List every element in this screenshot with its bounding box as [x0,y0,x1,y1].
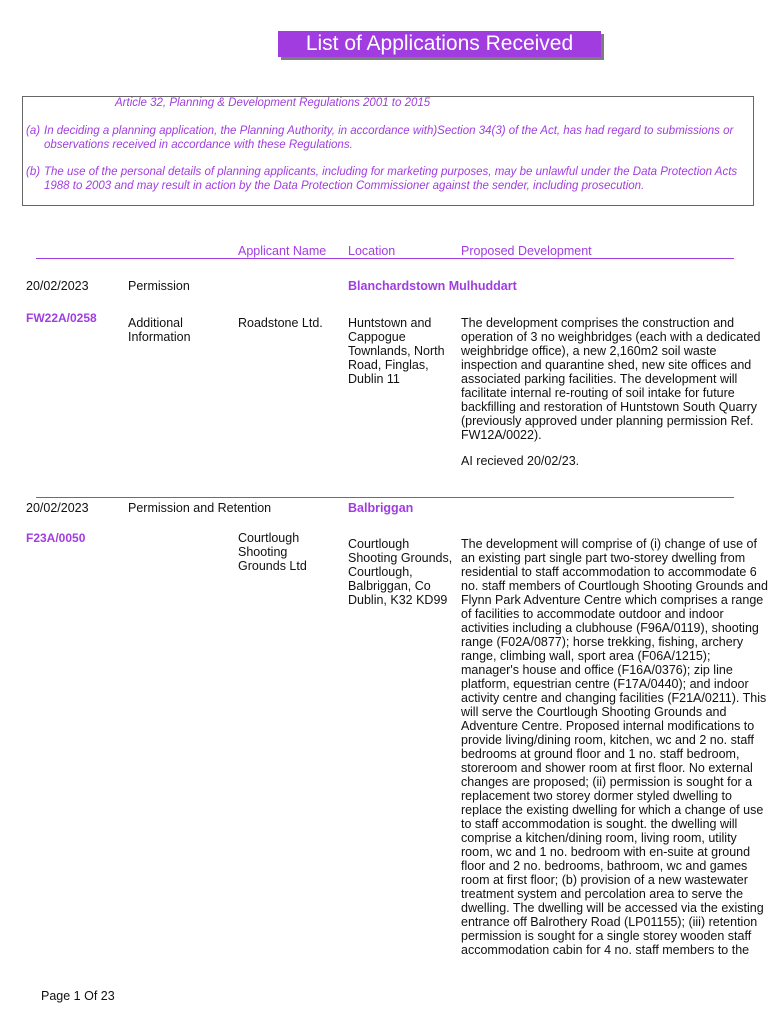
application-area: Balbriggan [348,501,414,515]
application-location: Huntstown and Cappogue Townlands, North Road, Finglas, Dublin 11 [348,316,445,386]
application-date: 20/02/2023 [26,279,89,293]
application-type: Permission and Retention [128,501,272,515]
column-header-development: Proposed Development [461,244,592,258]
notice-item-text: In deciding a planning application, the Planning Authority, in accordance with)Section 34(3) of the Act, has had regard to submissions or observations received in accordance with these Regulations. [44,125,734,151]
application-status: Additional Information [128,316,191,344]
notice-item-label: (b) [26,166,41,178]
column-header-applicant: Applicant Name [238,244,327,258]
notice-item-a [26,124,738,152]
application-development: The development will comprise of (i) change of use of an existing part single part two-storey dwelling from residential to staff accommodation to accommodate 6 no. staff members of Courtlough Shooting Grounds and Flynn Park Adventure Centre which comprises a range of facilities to accommodate outdoor and indoor activities including a clubhouse (F96A/0119), shooting range (F02A/0877); horse trekking, fishing, archery range, climbing wall, sport area (F06A/1215); manager's house and office (F16A/0376); zip line platform, equestrian centre (F17A/0440); and indoor activity centre and changing facilities (F21A/0211). This will serve the Courtlough Shooting Grounds and Adventure Centre. Proposed internal modifications to provide living/dining room, kitchen, wc and 2 no. staff bedrooms at ground floor and 1 no. staff bedroom, storeroom and shower room at first floor. No external changes are proposed; (ii) permission is sought for a replacement two storey dormer styled dwelling to replace the existing dwelling for which a change of use to staff accommodation is sought. the dwelling will comprise a kitchen/dining room, living room, utility room, wc and 1 no. bedroom with en-suite at ground floor and 2 no. bedrooms, bathroom, wc and games room at first floor; (b) provision of a new wastewater treatment system and percolation area to serve the dwelling. The dwelling will be accessed via the existing entrance off Balrothery Road (LP01155); (iii) retention permission is sought for a single storey wooden staff accommodation cabin for 4 no. staff members to the [461,537,768,957]
application-area: Blanchardstown Mulhuddart [348,279,517,293]
application-location: Courtlough Shooting Grounds, Courtlough, Balbriggan, Co Dublin, K32 KD99 [348,537,453,607]
regulations-notice [22,96,754,206]
application-ref-link[interactable]: F23A/0050 [26,531,86,545]
notice-item-b [26,165,738,193]
applicant-name: Roadstone Ltd. [238,316,323,330]
notice-item-text: The use of the personal details of planning applicants, including for marketing purposes, may be unlawful under the Data Protection Acts 1988 to 2003 and may result in action by the Data Protection Commissioner against the sender, including prosecution. [44,166,738,192]
notice-item-label: (a) [26,125,41,137]
page-number: Page 1 Of 23 [41,989,115,1003]
page-title: List of Applications Received [278,31,601,57]
column-header-location: Location [348,244,396,258]
applicant-name: Courtlough Shooting Grounds Ltd [238,531,307,573]
application-ref-link[interactable]: FW22A/0258 [26,311,97,325]
application-note: AI recieved 20/02/23. [461,454,580,468]
header-divider [36,258,734,259]
row-divider [36,497,734,498]
application-type: Permission [128,279,190,293]
application-development: The development comprises the construction and operation of 3 no weighbridges (each with a dedicated weighbridge office), a new 2,160m2 soil waste inspection and quarantine shed, new site offices and associated parking facilities. The development will facilitate internal re-routing of soil intake for future backfilling and restoration of Huntstown South Quarry (previously approved under planning permission Ref. FW12A/0022). [461,316,761,442]
application-date: 20/02/2023 [26,501,89,515]
notice-article: Article 32, Planning & Development Regulations 2001 to 2015 [115,97,431,109]
